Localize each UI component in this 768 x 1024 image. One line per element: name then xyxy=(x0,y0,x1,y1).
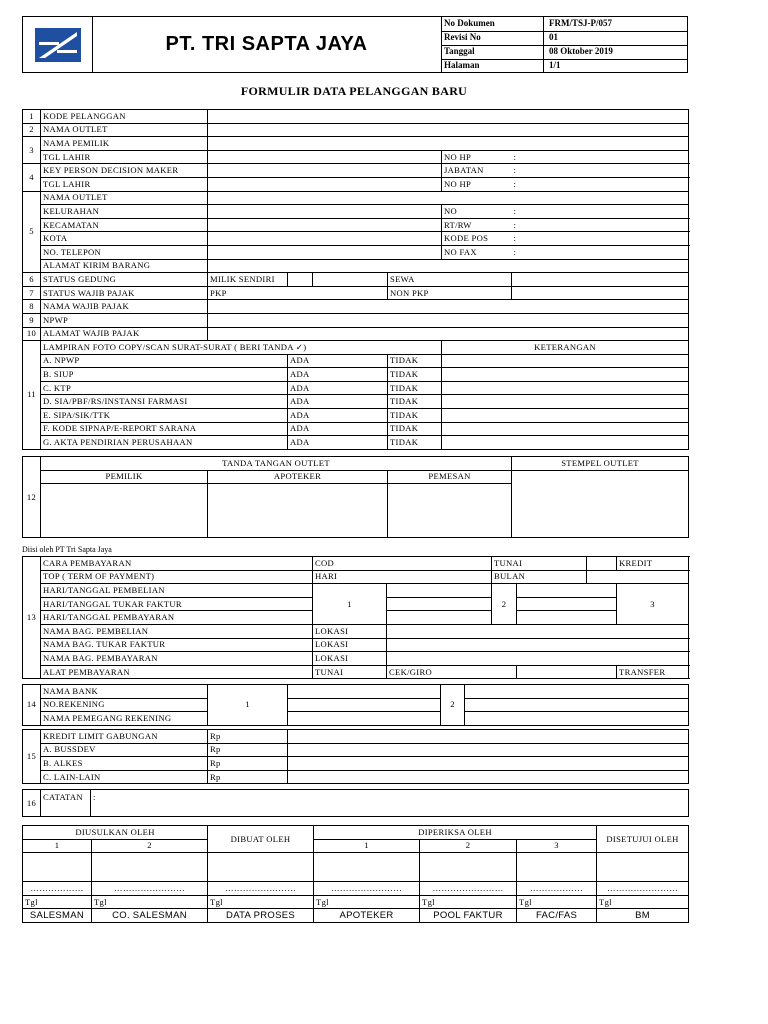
option-ada[interactable]: ADA xyxy=(288,381,388,395)
form-title: FORMULIR DATA PELANGGAN BARU xyxy=(240,84,468,98)
option-non-pkp: NON PKP xyxy=(388,286,512,300)
field-blank xyxy=(313,273,388,287)
label-alat-bayar: ALAT PEMBAYARAN xyxy=(41,665,313,679)
row-number: 11 xyxy=(23,341,41,450)
name-line: …………………… xyxy=(208,882,314,896)
label-rtrw: RT/RW xyxy=(442,218,512,232)
label-top: TOP ( TERM OF PAYMENT) xyxy=(41,570,313,584)
option-tunai[interactable]: TUNAI xyxy=(313,665,387,679)
name-line: …………………… xyxy=(597,882,689,896)
row-number: 12 xyxy=(23,457,41,538)
label-bag-tukar: NAMA BAG. TUKAR FAKTUR xyxy=(41,638,313,652)
label-tgl-lahir: TGL LAHIR xyxy=(41,177,208,191)
option-transfer[interactable]: TRANSFER xyxy=(617,665,689,679)
field-slot[interactable] xyxy=(517,611,617,625)
checkbox-sewa[interactable] xyxy=(512,273,689,287)
field-amount[interactable] xyxy=(288,770,689,784)
field-kode-pos[interactable]: : xyxy=(512,232,689,246)
doc-item: D. SIA/PBF/RS/INSTANSI FARMASI xyxy=(41,395,288,409)
signature-box[interactable] xyxy=(92,853,208,882)
field-keterangan[interactable] xyxy=(442,381,689,395)
approval-table xyxy=(22,825,689,923)
row-number: 3 xyxy=(23,137,41,164)
label-fax: NO FAX xyxy=(442,245,512,259)
field-kecamatan[interactable] xyxy=(208,218,442,232)
row-number: 7 xyxy=(23,286,41,300)
field-top-extra[interactable] xyxy=(587,570,689,584)
row-number: 10 xyxy=(23,327,41,341)
currency-rp: Rp xyxy=(208,743,288,757)
label-npwp: NPWP xyxy=(41,313,208,327)
field-bulan[interactable]: BULAN xyxy=(492,570,587,584)
row-number: 9 xyxy=(23,313,41,327)
credit-table xyxy=(22,729,689,784)
field-no-hp[interactable]: : xyxy=(512,177,689,191)
option-ada[interactable]: ADA xyxy=(288,409,388,423)
row-number: 13 xyxy=(23,557,41,679)
field-keterangan[interactable] xyxy=(442,436,689,450)
label-no-hp: NO HP xyxy=(442,150,512,164)
name-line: ……………… xyxy=(23,882,92,896)
header-disetujui: DISETUJUI OLEH xyxy=(597,826,689,853)
name-line: …………………… xyxy=(420,882,517,896)
column-number: 2 xyxy=(441,685,465,726)
label-hari-tukar: HARI/TANGGAL TUKAR FAKTUR xyxy=(41,597,313,611)
header-pemilik: PEMILIK xyxy=(41,470,208,484)
field-alamat-outlet[interactable] xyxy=(208,191,689,205)
field-kode-pelanggan[interactable] xyxy=(208,110,689,124)
column-number: 1 xyxy=(314,839,420,853)
field-keterangan[interactable] xyxy=(442,395,689,409)
signature-box[interactable] xyxy=(420,853,517,882)
checkbox-milik-sendiri[interactable] xyxy=(288,273,313,287)
field-fax[interactable]: : xyxy=(512,245,689,259)
field-keterangan[interactable] xyxy=(442,422,689,436)
doc-item: B. SIUP xyxy=(41,368,288,382)
doc-row-number xyxy=(441,17,687,32)
label-alamat-wp: ALAMAT WAJIB PAJAK xyxy=(41,327,208,341)
field-kelurahan[interactable] xyxy=(208,205,442,219)
field-keterangan[interactable] xyxy=(442,409,689,423)
field-slot[interactable] xyxy=(517,597,617,611)
column-number: 2 xyxy=(92,839,208,853)
option-ada[interactable]: ADA xyxy=(288,368,388,382)
field-lokasi[interactable] xyxy=(387,638,689,652)
doc-item: E. SIPA/SIK/TTK xyxy=(41,409,288,423)
header-diperiksa: DIPERIKSA OLEH xyxy=(314,826,597,840)
option-tidak[interactable]: TIDAK xyxy=(388,381,442,395)
field-slot[interactable] xyxy=(387,584,492,598)
field-rek-2[interactable] xyxy=(465,698,689,712)
label-lokasi: LOKASI xyxy=(313,638,387,652)
checkbox-tunai[interactable] xyxy=(587,557,617,571)
field-amount[interactable] xyxy=(288,730,689,744)
field-no[interactable]: : xyxy=(512,205,689,219)
row-number: 14 xyxy=(23,685,41,726)
label-bussdev: A. BUSSDEV xyxy=(41,743,208,757)
role-label: DATA PROSES xyxy=(208,909,314,923)
currency-rp: Rp xyxy=(208,770,288,784)
header-diusulkan: DIUSULKAN OLEH xyxy=(23,826,208,840)
column-number: 1 xyxy=(313,584,387,625)
name-line: …………………… xyxy=(314,882,420,896)
signature-pemilik[interactable] xyxy=(41,484,208,538)
signature-apoteker[interactable] xyxy=(208,484,388,538)
label-kota: KOTA xyxy=(41,232,208,246)
field-catatan[interactable]: : xyxy=(91,790,689,817)
label-pemegang: NAMA PEMEGANG REKENING xyxy=(41,712,208,726)
label-key-person: KEY PERSON DECISION MAKER xyxy=(41,164,208,178)
logo-cell xyxy=(23,17,93,72)
field-slot[interactable] xyxy=(387,597,492,611)
label-nama-pemilik: NAMA PEMILIK xyxy=(41,137,208,151)
label-no-hp: NO HP xyxy=(442,177,512,191)
row-number: 8 xyxy=(23,300,41,314)
option-tidak[interactable]: TIDAK xyxy=(388,368,442,382)
label-status-gedung: STATUS GEDUNG xyxy=(41,273,208,287)
document-header xyxy=(22,16,688,73)
label-telepon: NO. TELEPON xyxy=(41,245,208,259)
field-alamat-kirim[interactable] xyxy=(208,259,689,273)
doc-item: G. AKTA PENDIRIAN PERUSAHAAN xyxy=(41,436,288,450)
field-pemegang-1[interactable] xyxy=(288,712,441,726)
option-kredit[interactable]: KREDIT xyxy=(617,557,689,571)
label-nama-bank: NAMA BANK xyxy=(41,685,208,699)
checkbox-cek[interactable] xyxy=(517,665,617,679)
signature-pemesan[interactable] xyxy=(388,484,512,538)
field-key-person[interactable] xyxy=(208,164,442,178)
field-slot[interactable] xyxy=(387,611,492,625)
signature-box[interactable] xyxy=(517,853,597,882)
doc-row-date xyxy=(441,45,687,60)
date-label: Tgl xyxy=(597,895,689,909)
field-tgl-lahir[interactable] xyxy=(208,150,442,164)
doc-row-page xyxy=(441,59,687,73)
label-nama-outlet: NAMA OUTLET xyxy=(41,191,208,205)
label-bag-bayar: NAMA BAG. PEMBAYARAN xyxy=(41,652,313,666)
column-number: 2 xyxy=(492,584,517,625)
name-line: ……………… xyxy=(517,882,597,896)
role-label: SALESMAN xyxy=(23,909,92,923)
field-bank-2[interactable] xyxy=(465,685,689,699)
doc-value: 1/1 xyxy=(549,60,561,70)
doc-value: 08 Oktober 2019 xyxy=(549,46,613,56)
column-number: 3 xyxy=(517,839,597,853)
field-amount[interactable] xyxy=(288,743,689,757)
role-label: APOTEKER xyxy=(314,909,420,923)
role-label: BM xyxy=(597,909,689,923)
date-label: Tgl xyxy=(517,895,597,909)
label-jabatan: JABATAN xyxy=(442,164,512,178)
field-pemegang-2[interactable] xyxy=(465,712,689,726)
role-label: CO. SALESMAN xyxy=(92,909,208,923)
doc-item: A. NPWP xyxy=(41,354,288,368)
doc-item: C. KTP xyxy=(41,381,288,395)
row-number: 1 xyxy=(23,110,41,124)
bank-table xyxy=(22,684,689,726)
row-number: 2 xyxy=(23,123,41,137)
label-no-rekening: NO.REKENING xyxy=(41,698,208,712)
label-lokasi: LOKASI xyxy=(313,624,387,638)
header-stempel: STEMPEL OUTLET xyxy=(512,457,689,471)
field-lokasi[interactable] xyxy=(387,624,689,638)
label-hari-bayar: HARI/TANGGAL PEMBAYARAN xyxy=(41,611,313,625)
column-number: 1 xyxy=(208,685,288,726)
doc-value: 01 xyxy=(549,32,558,42)
row-number: 5 xyxy=(23,191,41,273)
column-number: 2 xyxy=(420,839,517,853)
option-ada[interactable]: ADA xyxy=(288,395,388,409)
row-number: 6 xyxy=(23,273,41,287)
field-slot[interactable] xyxy=(517,584,617,598)
field-rtrw[interactable]: : xyxy=(512,218,689,232)
field-kota[interactable] xyxy=(208,232,442,246)
label-kredit-limit: KREDIT LIMIT GABUNGAN xyxy=(41,730,208,744)
field-keterangan[interactable] xyxy=(442,368,689,382)
row-number: 4 xyxy=(23,164,41,191)
internal-note: Diisi oleh PT Tri Sapta Jaya xyxy=(22,545,112,554)
field-keterangan[interactable] xyxy=(442,354,689,368)
option-tidak[interactable]: TIDAK xyxy=(388,422,442,436)
option-sewa: SEWA xyxy=(388,273,512,287)
stamp-area[interactable] xyxy=(512,470,689,538)
date-label: Tgl xyxy=(92,895,208,909)
field-bank-1[interactable] xyxy=(288,685,441,699)
option-pkp: PKP xyxy=(208,286,388,300)
field-alamat-wp[interactable] xyxy=(208,327,689,341)
label-lokasi: LOKASI xyxy=(313,652,387,666)
field-nama-wp[interactable] xyxy=(208,300,689,314)
role-label: POOL FAKTUR xyxy=(420,909,517,923)
option-tidak[interactable]: TIDAK xyxy=(388,409,442,423)
doc-key: Halaman xyxy=(444,60,480,70)
date-label: Tgl xyxy=(23,895,92,909)
label-kode-pelanggan: KODE PELANGGAN xyxy=(41,110,208,124)
label-cara-bayar: CARA PEMBAYARAN xyxy=(41,557,313,571)
label-kelurahan: KELURAHAN xyxy=(41,205,208,219)
field-telepon[interactable] xyxy=(208,245,442,259)
header-ttd-outlet: TANDA TANGAN OUTLET xyxy=(41,457,512,471)
doc-row-revision xyxy=(441,31,687,46)
row-number: 16 xyxy=(23,790,41,817)
column-number: 3 xyxy=(617,584,689,625)
label-lampiran: LAMPIRAN FOTO COPY/SCAN SURAT-SURAT ( BERI TANDA ✓) xyxy=(41,341,442,355)
doc-key: No Dokumen xyxy=(444,18,495,28)
doc-key: Revisi No xyxy=(444,32,481,42)
customer-data-table xyxy=(22,109,689,450)
option-tidak[interactable]: TIDAK xyxy=(388,395,442,409)
signature-table xyxy=(22,456,689,538)
field-jabatan[interactable]: : xyxy=(512,164,689,178)
notes-table xyxy=(22,789,689,817)
field-lokasi[interactable] xyxy=(387,652,689,666)
signature-box[interactable] xyxy=(23,853,92,882)
label-lain-lain: C. LAIN-LAIN xyxy=(41,770,208,784)
label-nama-outlet: NAMA OUTLET xyxy=(41,123,208,137)
role-label: FAC/FAS xyxy=(517,909,597,923)
doc-key: Tanggal xyxy=(444,46,475,56)
option-tunai[interactable]: TUNAI xyxy=(492,557,587,571)
option-tidak[interactable]: TIDAK xyxy=(388,436,442,450)
option-tidak[interactable]: TIDAK xyxy=(388,354,442,368)
label-status-pajak: STATUS WAJIB PAJAK xyxy=(41,286,208,300)
doc-value: FRM/TSJ-P/057 xyxy=(549,18,612,28)
field-nama-outlet[interactable] xyxy=(208,123,689,137)
option-milik-sendiri: MILIK SENDIRI xyxy=(208,273,288,287)
label-hari-beli: HARI/TANGGAL PEMBELIAN xyxy=(41,584,313,598)
header-keterangan: KETERANGAN xyxy=(442,341,689,355)
label-bag-beli: NAMA BAG. PEMBELIAN xyxy=(41,624,313,638)
currency-rp: Rp xyxy=(208,757,288,771)
signature-box[interactable] xyxy=(208,853,314,882)
field-no-hp[interactable]: : xyxy=(512,150,689,164)
option-cod[interactable]: COD xyxy=(313,557,492,571)
label-no: NO xyxy=(442,205,512,219)
field-npwp[interactable] xyxy=(208,313,689,327)
field-amount[interactable] xyxy=(288,757,689,771)
company-name: PT. TRI SAPTA JAYA xyxy=(92,17,442,72)
date-label: Tgl xyxy=(208,895,314,909)
doc-item: F. KODE SIPNAP/E-REPORT SARANA xyxy=(41,422,288,436)
label-catatan: CATATAN xyxy=(41,790,91,817)
signature-box[interactable] xyxy=(314,853,420,882)
header-apoteker: APOTEKER xyxy=(208,470,388,484)
label-kecamatan: KECAMATAN xyxy=(41,218,208,232)
header-pemesan: PEMESAN xyxy=(388,470,512,484)
option-cek-giro[interactable]: CEK/GIRO xyxy=(387,665,517,679)
label-tgl-lahir: TGL LAHIR xyxy=(41,150,208,164)
field-tgl-lahir[interactable] xyxy=(208,177,442,191)
label-nama-wp: NAMA WAJIB PAJAK xyxy=(41,300,208,314)
header-dibuat: DIBUAT OLEH xyxy=(208,826,314,853)
field-nama-pemilik[interactable] xyxy=(208,137,689,151)
signature-box[interactable] xyxy=(597,853,689,882)
checkbox-non-pkp[interactable] xyxy=(512,286,689,300)
label-alkes: B. ALKES xyxy=(41,757,208,771)
label-alamat-kirim: ALAMAT KIRIM BARANG xyxy=(41,259,208,273)
document-info xyxy=(441,17,687,72)
currency-rp: Rp xyxy=(208,730,288,744)
company-logo xyxy=(35,28,81,62)
field-hari[interactable]: HARI xyxy=(313,570,492,584)
field-rek-1[interactable] xyxy=(288,698,441,712)
column-number: 1 xyxy=(23,839,92,853)
date-label: Tgl xyxy=(314,895,420,909)
payment-table xyxy=(22,556,689,679)
option-ada[interactable]: ADA xyxy=(288,422,388,436)
row-number: 15 xyxy=(23,730,41,784)
date-label: Tgl xyxy=(420,895,517,909)
option-ada[interactable]: ADA xyxy=(288,436,388,450)
name-line: …………………… xyxy=(92,882,208,896)
label-kode-pos: KODE POS xyxy=(442,232,512,246)
option-ada[interactable]: ADA xyxy=(288,354,388,368)
